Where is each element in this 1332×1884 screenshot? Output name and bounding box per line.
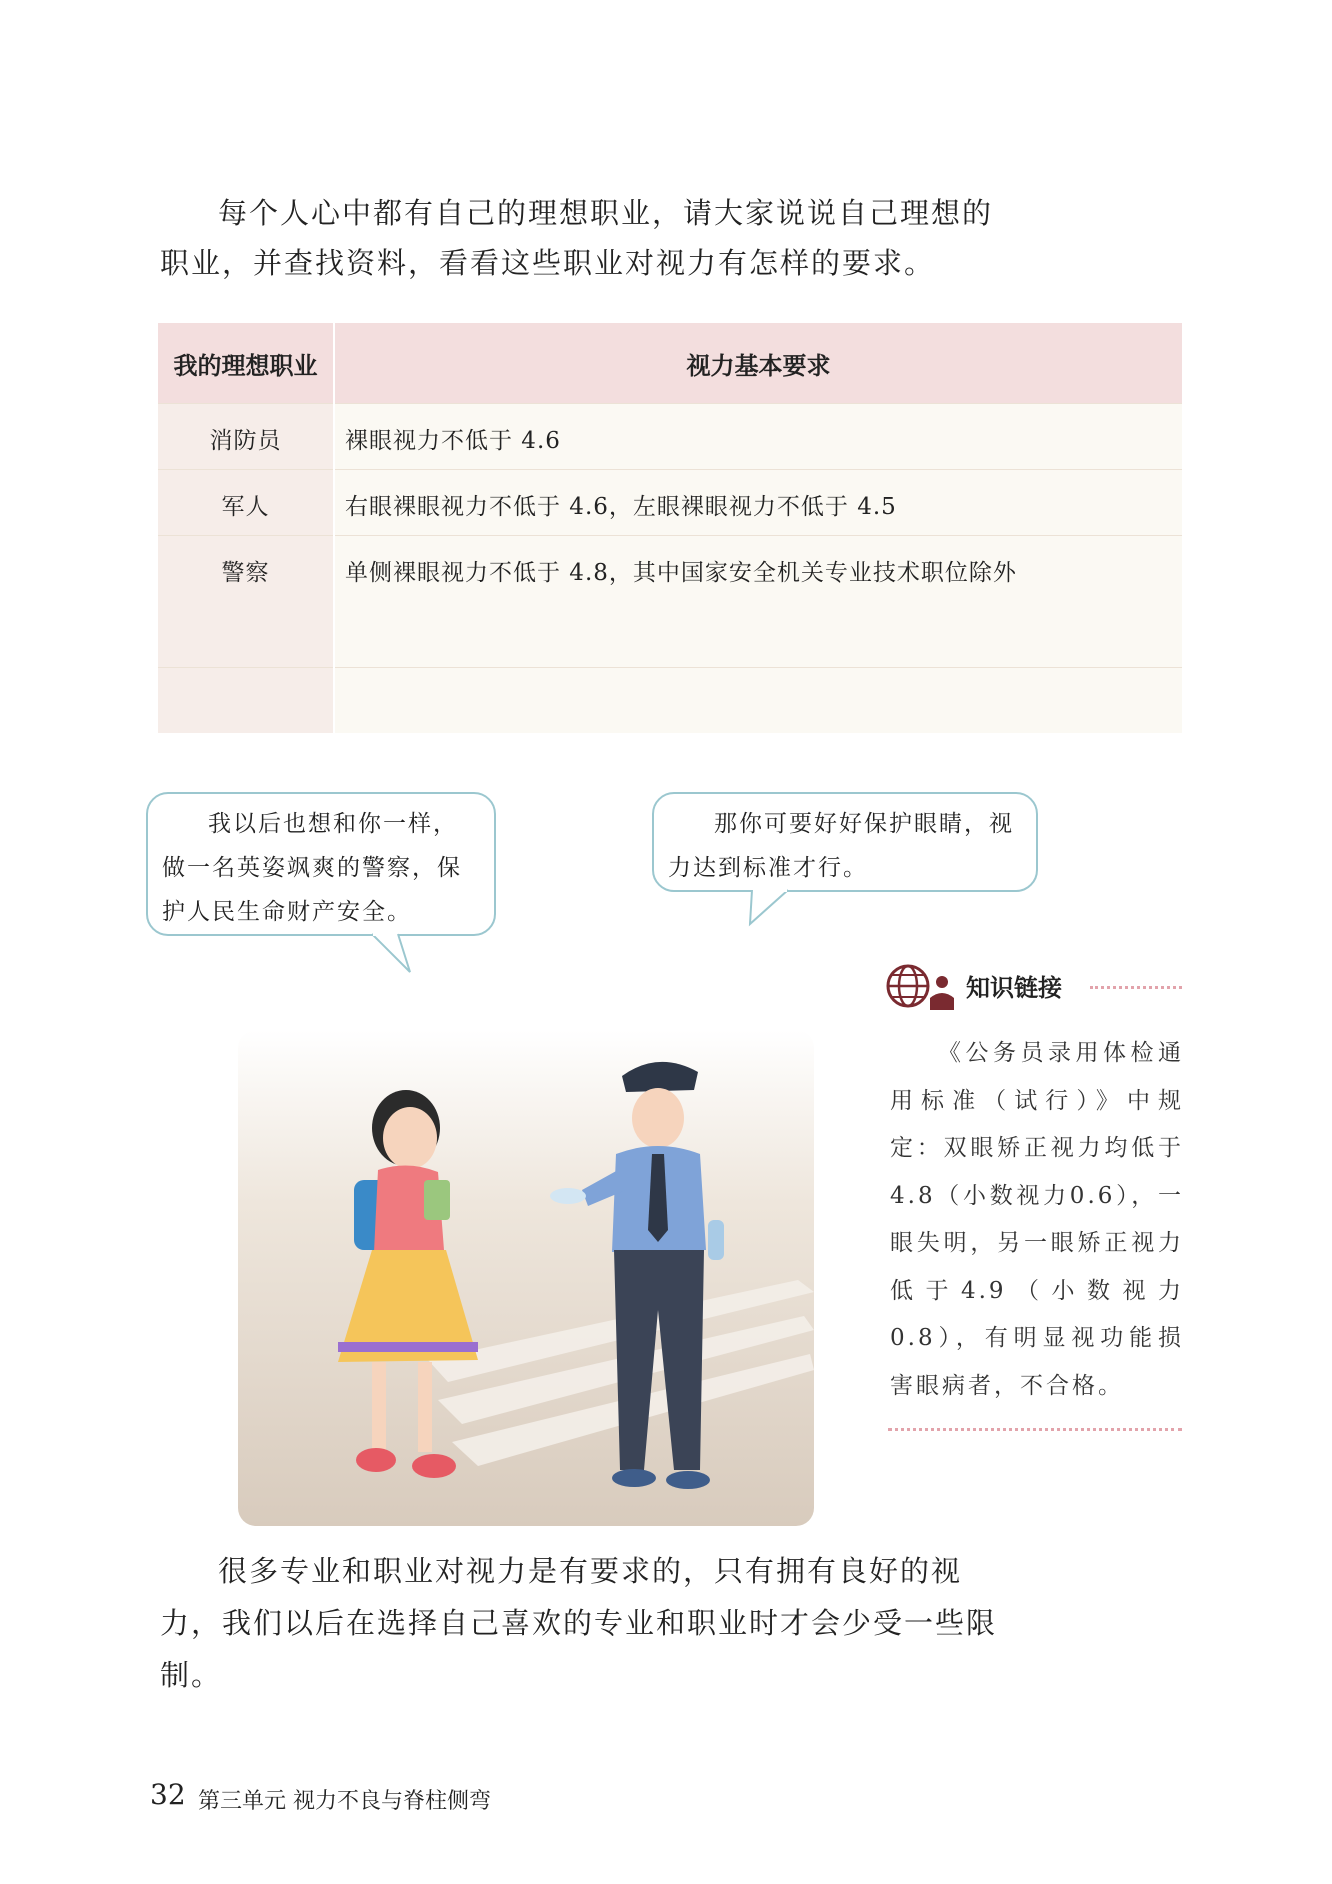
- table-header-row: [158, 323, 1182, 404]
- table-row-empty: [158, 668, 1182, 734]
- requirement-cell-empty: [334, 668, 1182, 734]
- girl-speech-bubble: 我以后也想和你一样，做一名英姿飒爽的警察，保护人民生命财产安全。: [146, 792, 496, 936]
- table-row: [158, 536, 1182, 668]
- job-cell: 军人: [158, 470, 334, 536]
- requirement-cell: 单侧裸眼视力不低于 4.8，其中国家安全机关专业技术职位除外: [334, 536, 1182, 668]
- chapter-title: 第三单元 视力不良与脊柱侧弯: [198, 1789, 491, 1814]
- header-requirement: 视力基本要求: [334, 323, 1182, 404]
- requirement-cell: 右眼裸眼视力不低于 4.6，左眼裸眼视力不低于 4.5: [334, 470, 1182, 536]
- job-cell-empty: [158, 668, 334, 734]
- outro-paragraph: 很多专业和职业对视力是有要求的，只有拥有良好的视力，我们以后在选择自己喜欢的专业和职业时才会少受一些限制。: [160, 1554, 998, 1692]
- dotted-divider: [888, 1428, 1182, 1431]
- vision-requirements-table: [158, 323, 1182, 733]
- girl-and-police-illustration: [238, 1030, 814, 1526]
- globe-person-icon: [884, 962, 958, 1012]
- intro-paragraph: 每个人心中都有自己的理想职业，请大家说说自己理想的职业，并查找资料，看看这些职业对视力有怎样的要求。: [160, 196, 994, 280]
- table-row: [158, 404, 1182, 470]
- job-cell: 消防员: [158, 404, 334, 470]
- dotted-divider: [1090, 986, 1182, 989]
- job-cell: 警察: [158, 536, 334, 668]
- page-number: 32: [150, 1778, 186, 1811]
- table-row: [158, 470, 1182, 536]
- police-speech-bubble: 那你可要好好保护眼睛，视力达到标准才行。: [652, 792, 1038, 892]
- knowledge-text: 《公务员录用体检通用标准（试行）》中规定：双眼矫正视力均低于4.8（小数视力0.6），一眼失明，另一眼矫正视力低于4.9（小数视力0.8），有明显视功能损害眼病者，不合格。: [890, 1040, 1184, 1399]
- girl-bubble-tail: [370, 932, 416, 976]
- header-job: 我的理想职业: [158, 323, 334, 404]
- knowledge-title: 知识链接: [966, 974, 1062, 1002]
- police-bubble-tail: [748, 888, 798, 928]
- requirement-cell: 裸眼视力不低于 4.6: [334, 404, 1182, 470]
